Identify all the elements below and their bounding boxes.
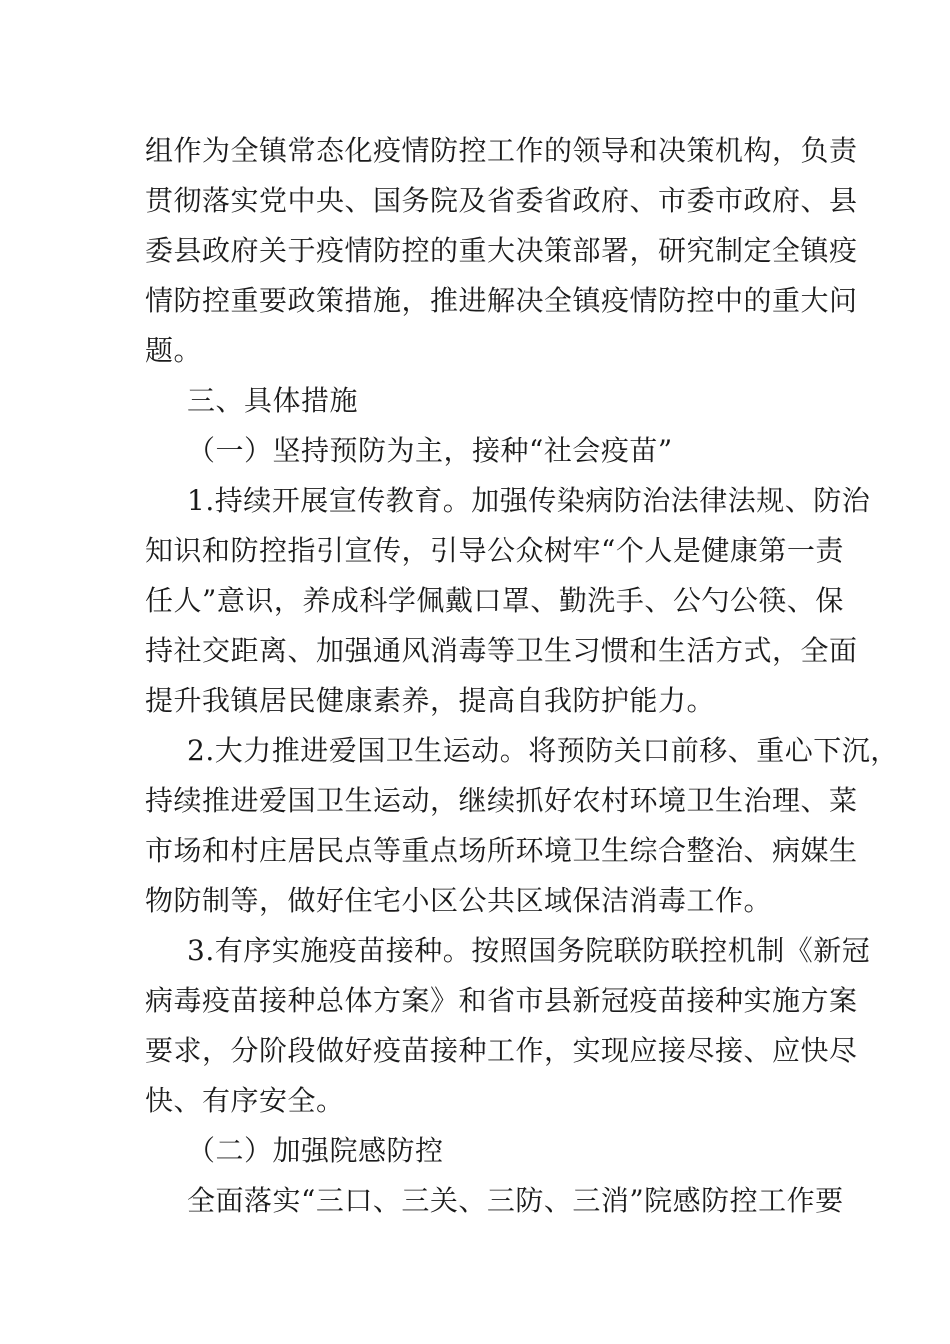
section-heading: 三、具体措施 [187, 384, 359, 417]
text-line: 2.大力推进爱国卫生运动。将预防关口前移、重心下沉， [187, 734, 899, 767]
text-line: 组作为全镇常态化疫情防控工作的领导和决策机构，负责 [145, 134, 858, 167]
text-line: 快、有序安全。 [145, 1084, 345, 1117]
text-line: 情防控重要政策措施，推进解决全镇疫情防控中的重大问 [145, 284, 858, 317]
text-line: 知识和防控指引宣传，引导公众树牢“个人是健康第一责 [145, 534, 844, 567]
text-line: 3.有序实施疫苗接种。按照国务院联防联控机制《新冠 [187, 934, 871, 967]
text-line: 持续推进爱国卫生运动，继续抓好农村环境卫生治理、菜 [145, 784, 858, 817]
text-line: 病毒疫苗接种总体方案》和省市县新冠疫苗接种实施方案 [145, 984, 858, 1017]
text-line: 任人”意识，养成科学佩戴口罩、勤洗手、公勺公筷、保 [145, 584, 844, 617]
subsection-heading: （一）坚持预防为主，接种“社会疫苗” [187, 434, 673, 467]
text-line: 提升我镇居民健康素养，提高自我防护能力。 [145, 684, 716, 717]
text-line: 委县政府关于疫情防控的重大决策部署，研究制定全镇疫 [145, 234, 858, 267]
text-line: 物防制等，做好住宅小区公共区域保洁消毒工作。 [145, 884, 773, 917]
text-line: 题。 [145, 334, 203, 367]
subsection-heading: （二）加强院感防控 [187, 1134, 444, 1167]
text-line: 要求，分阶段做好疫苗接种工作，实现应接尽接、应快尽 [145, 1034, 858, 1067]
text-line: 1.持续开展宣传教育。加强传染病防治法律法规、防治 [187, 484, 871, 517]
text-line: 贯彻落实党中央、国务院及省委省政府、市委市政府、县 [145, 184, 858, 217]
text-line: 持社交距离、加强通风消毒等卫生习惯和生活方式，全面 [145, 634, 858, 667]
text-line: 全面落实“三口、三关、三防、三消”院感防控工作要 [187, 1184, 844, 1217]
text-line: 市场和村庄居民点等重点场所环境卫生综合整治、病媒生 [145, 834, 858, 867]
